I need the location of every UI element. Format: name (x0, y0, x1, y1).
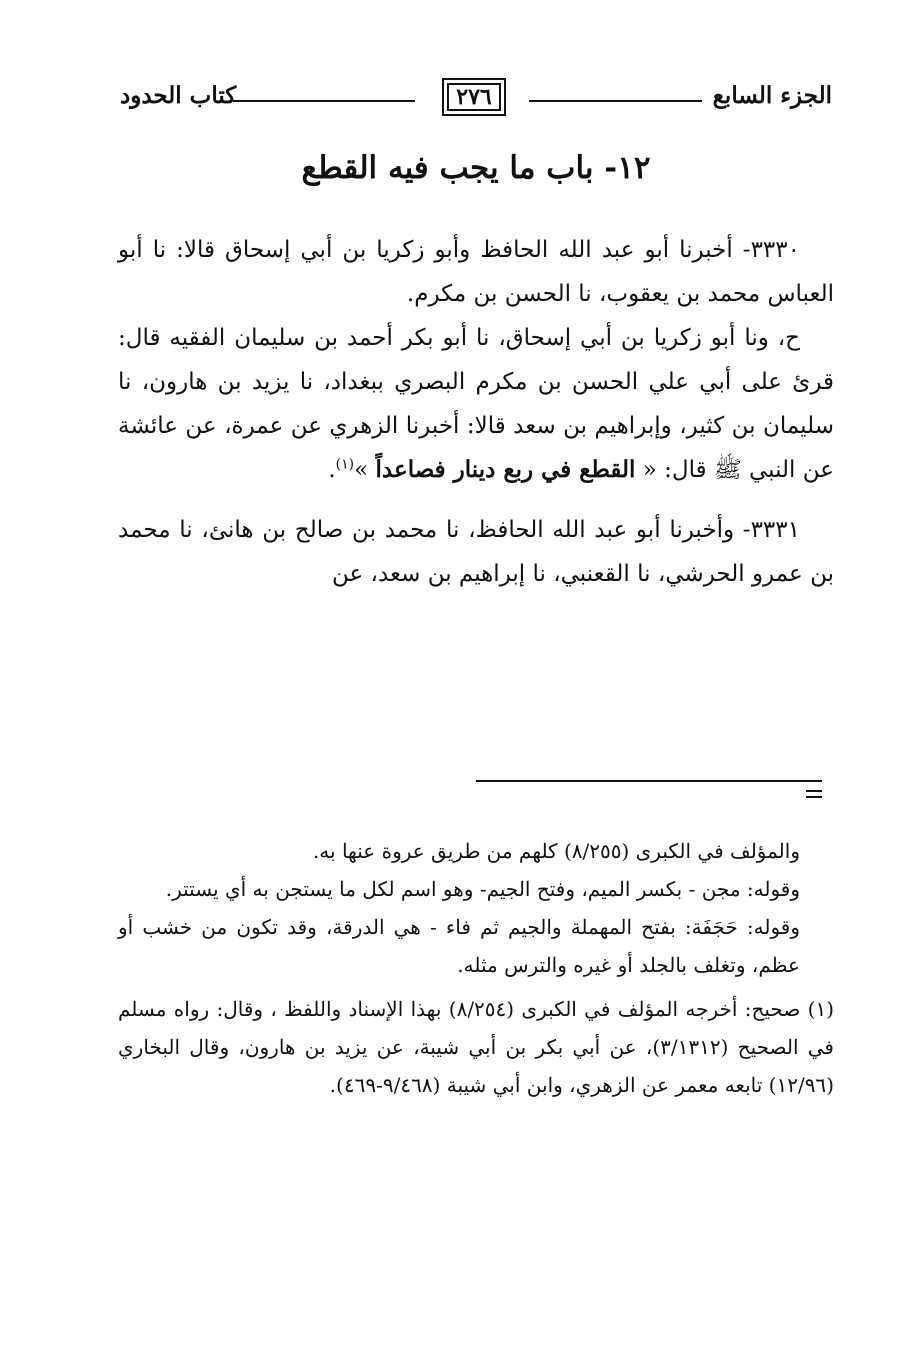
header-rule-left (233, 100, 415, 102)
running-header (120, 78, 832, 122)
footnote-continued-1: والمؤلف في الكبرى (٨/٢٥٥) كلهم من طريق عروة عنها به. (312, 839, 800, 863)
footnote-continued-3: وقوله: حَجَفَة: بفتح المهملة والجيم ثم فاء - هي الدرقة، وقد تكون من خشب أو عظم، وتغلف بالجلد أو غيره والترس مثله. (118, 915, 800, 977)
page-number: ٢٧٦ (442, 78, 506, 116)
header-book-title: كتاب الحدود (120, 82, 237, 109)
footnote-continuation-mark (806, 790, 822, 802)
sentence-end: . (328, 457, 336, 483)
footnotes (118, 832, 834, 1104)
quote-close: » (354, 457, 376, 483)
footnote-ref-1[interactable]: (١) (335, 456, 355, 473)
header-rule-right (529, 100, 702, 102)
footnote-1: (١) صحيح: أخرجه المؤلف في الكبرى (٨/٢٥٤) بهذا الإسناد واللفظ ، وقال: رواه مسلم في الصحيح (٣/١٣١٢)، عن أبي بكر بن أبي شيبة، عن يزيد بن هارون، وقال البخاري (١٢/٩٦) تابعه معمر عن الزهري، وابن أبي شيبة (٩/٤٦٨-٤٦٩). (118, 997, 835, 1097)
hadith-3330-text (118, 316, 834, 492)
footnote-continued-2: وقوله: مجن - بكسر الميم، وفتح الجيم- وهو اسم لكل ما يستجن به أي يستتر. (165, 877, 800, 901)
header-part-title: الجزء السابع (712, 82, 832, 109)
hadith-3331-chain: ٣٣٣١- وأخبرنا أبو عبد الله الحافظ، نا محمد بن صالح بن هانئ، نا محمد بن عمرو الحرشي، نا القعنبي، نا إبراهيم بن سعد، عن (118, 517, 834, 587)
hadith-quote: القطع في ربع دينار فصاعداً (375, 456, 636, 483)
chapter-title: ١٢- باب ما يجب فيه القطع (301, 150, 651, 186)
hadith-3330-chain-2: ح، ونا أبو زكريا بن أبي إسحاق، نا أبو بكر أحمد بن سليمان الفقيه قال: قرئ على أبي علي الحسن بن مكرم البصري ببغداد، نا يزيد بن هارون، نا سليمان بن كثير، وإبراهيم بن سعد قالا: أخبرنا الزهري عن عمرة، عن عائشة عن النبي ﷺ قال: « (118, 325, 834, 483)
footnote-separator (476, 780, 822, 782)
hadith-3330-chain: ٣٣٣٠- أخبرنا أبو عبد الله الحافظ وأبو زكريا بن أبي إسحاق قالا: نا أبو العباس محمد بن يعقوب، نا الحسن بن مكرم. (118, 237, 834, 307)
main-text (118, 228, 834, 596)
